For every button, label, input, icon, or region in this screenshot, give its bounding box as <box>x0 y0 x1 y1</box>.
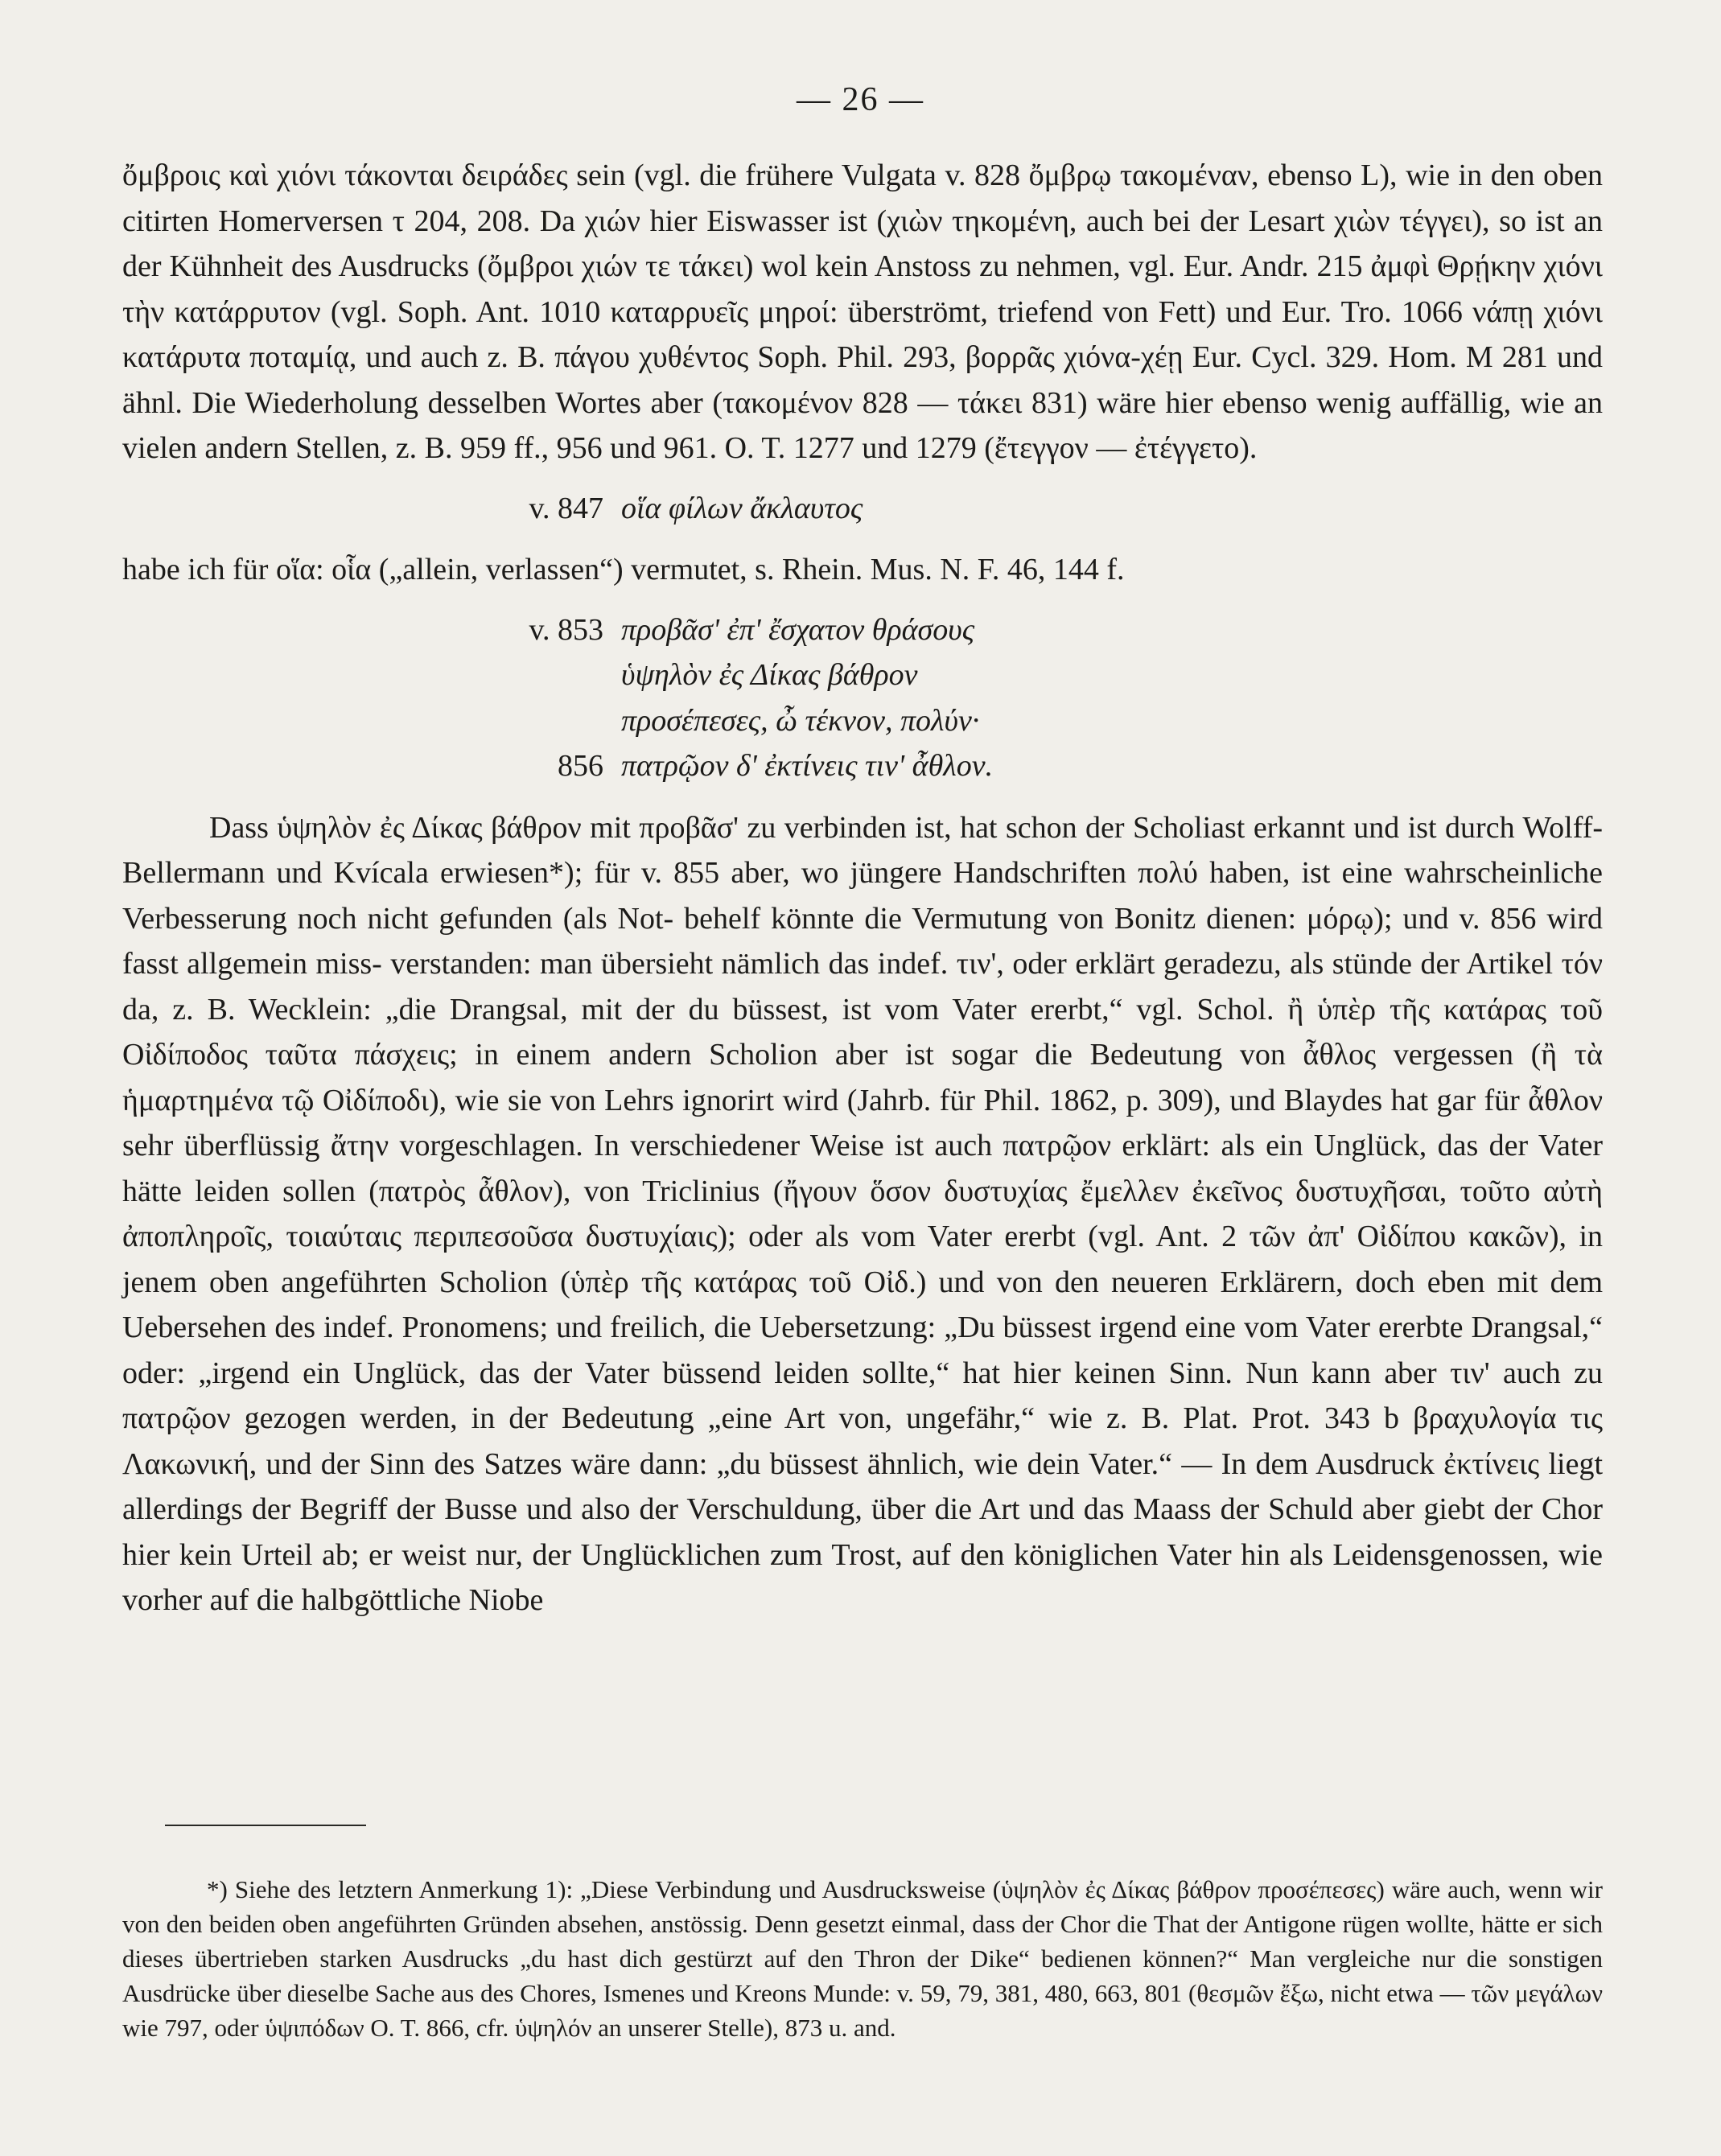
text-line: doch eben mit dem Uebersehen des indef. Pronomens; und freilich, die Uebersetzung: „Du büssest <box>122 1265 1604 1344</box>
verse-line <box>122 652 1603 698</box>
text-line: (vgl. Soph. Ant. 1010 καταρρυεῖς μηροί: überströmt, triefend von Fett) und Eur. Tro. 1066 <box>330 294 1463 329</box>
text-line: ἐκτίνεις liegt allerdings der Begriff der Busse und also der Verschuldung, über die Art und das <box>122 1446 1603 1526</box>
text-line: Maass der Schuld aber giebt der Chor hier kein Urteil ab; er weist nur, der Unglücklichen zum <box>122 1492 1603 1572</box>
verse-text: πατρῷον δ' ἐκτίνεις τιν' ἆθλον. <box>621 749 994 783</box>
text-line: irgend eine vom Vater ererbte Drangsal,“ oder: „irgend ein Unglück, das der Vater büssend <box>122 1310 1604 1390</box>
footnote-line: προσέπεσες) wäre auch, wenn wir von den beiden oben angeführten Gründen absehen, anstössig. Denn gesetzt <box>122 1875 1603 1938</box>
text-line: der Bedeutung „eine Art von, ungefähr,“ wie z. B. Plat. Prot. 343 b βραχυλογία τις Λακωνική, <box>122 1401 1603 1481</box>
paragraph-commentary <box>122 805 1603 1623</box>
verse-number: v. 853 <box>529 612 603 647</box>
text-line: ὄμβροις καὶ χιόνι τάκονται δειράδες sein (vgl. die frühere Vulgata v. 828 ὄμβρῳ τακομέναν, <box>122 158 1259 192</box>
text-line: 828 — τάκει 831) wäre hier ebenso wenig auffällig, wie an vielen andern Stellen, z. B. 959 ff., <box>122 385 1604 465</box>
text-line: behelf könnte die Vermutung von Bonitz dienen: μόρῳ); und v. 856 wird fasst allgemein miss- <box>122 901 1603 981</box>
footnote-divider <box>165 1825 366 1826</box>
verse-line <box>122 607 1603 653</box>
text-line: (πατρὸς ἆθλον), von Triclinius (ἤγουν ὅσον δυστυχίας ἔμελλεν ἐκεῖνος δυστυχῆσαι, τοῦτο αὐτὴ ἀποπληροῖς, <box>122 1174 1604 1253</box>
text-line: Trost, auf den königlichen Vater hin als Leidensgenossen, wie vorher auf die halbgöttliche Niobe <box>122 1537 1603 1617</box>
text-line: erkannt und ist durch Wolff-Bellermann und Kvícala erwiesen*); für v. 855 aber, wo jüngere <box>122 810 1604 890</box>
verse-line <box>122 743 1603 789</box>
verse-text: οἵα φίλων ἄκλαυτος <box>621 491 863 525</box>
text-line: Bedeutung von ἆθλος vergessen (ἢ τὰ ἡμαρτημένα τῷ Οἰδίποδι), wie sie von Lehrs ignorirt wird <box>122 1038 1603 1117</box>
text-line: in jenem oben angeführten Scholion (ὑπὲρ τῆς κατάρας τοῦ Οἰδ.) und von den neueren Erklärern, <box>122 1220 1603 1299</box>
text-line: ἢ ὑπὲρ τῆς κατάρας τοῦ Οἰδίποδος ταῦτα πάσχεις; in einem andern Scholion aber ist sogar die <box>122 992 1604 1072</box>
verse-line <box>122 486 1603 532</box>
text-line: (χιὼν τηκομένη, auch bei der Lesart χιὼν τέγγει), so ist an der Kühnheit des Ausdrucks (ὄμβροι <box>122 204 1604 283</box>
footnote-line: über dieselbe Sache aus des Chores, Ismenes und Kreons Munde: v. 59, 79, 381, 480, 663, 801 (θεσμῶν ἔξω, <box>237 1979 1324 2007</box>
text-line: ebenso L), wie in den oben citirten Homerversen τ 204, 208. Da χιών hier Eiswasser ist <box>122 158 1603 238</box>
text-line: 956 und 961. O. T. 1277 und 1279 (ἔτεγγον — ἐτέγγετο). <box>556 431 1258 465</box>
text-line: habe ich für οἵα: οἷα („allein, verlassen“) vermutet, s. Rhein. Mus. N. F. 46, 144 f. <box>122 553 1125 586</box>
text-line: νάπῃ χιόνι κατάρυτα ποταμίᾳ, und auch z. B. πάγου χυθέντος Soph. Phil. 293, βορρᾶς χιόνα-χέῃ <box>122 294 1603 374</box>
paragraph-continuation <box>122 153 1603 471</box>
text-line: leiden sollte,“ hat hier keinen Sinn. Nun kann aber τιν' auch zu πατρῷον gezogen werden, in <box>122 1356 1603 1435</box>
footnote-line: „du hast dich gestürzt auf den Thron der Dike“ bedienen können?“ Man vergleiche nur die sonstigen Ausdrücke <box>122 1944 1603 2007</box>
text-line: Dass ὑψηλὸν ἐς Δίκας βάθρον mit προβᾶσ' zu verbinden ist, hat schon der Scholiast <box>209 810 1245 845</box>
footnote-line: einmal, dass der Chor die That der Antigone rügen wollte, hätte er sich dieses übertrieben starken Ausdrucks <box>122 1910 1604 1973</box>
text-line: In verschiedener Weise ist auch πατρῷον erklärt: als ein Unglück, das der Vater hätte leiden sollen <box>122 1129 1604 1208</box>
verse-text: προβᾶσ' ἐπ' ἔσχατον θράσους <box>621 612 975 647</box>
paragraph-conjecture <box>122 547 1603 593</box>
text-line: und der Sinn des Satzes wäre dann: „du büssest ähnlich, wie dein Vater.“ — In dem Ausdruck <box>266 1446 1435 1481</box>
verse-quote-853 <box>122 607 1603 789</box>
text-line: (Jahrb. für Phil. 1862, p. 309), und Blaydes hat gar für ἆθλον sehr überflüssig ἄτην vorgeschlagen. <box>122 1083 1604 1162</box>
main-text <box>122 153 1603 1623</box>
footnote <box>122 1872 1603 2045</box>
verse-text: ὑψηλὸν ἐς Δίκας βάθρον <box>621 658 918 692</box>
footnote-line: nicht etwa — τῶν μεγάλων wie 797, oder ὑψιπόδων O. T. 866, cfr. ὑψηλόν an unserer Stelle), 873 u. and. <box>122 1979 1604 2042</box>
verse-quote-847 <box>122 486 1603 532</box>
page-number: — 26 — <box>797 81 924 118</box>
text-line: Eur. Cycl. 329. Hom. M 281 und ähnl. Die Wiederholung desselben Wortes aber (τακομένον <box>122 340 1603 420</box>
text-line: χιών τε τάκει) wol kein Anstoss zu nehmen, vgl. Eur. Andr. 215 ἀμφὶ Θρῄκην χιόνι τὴν κατάρρυτον <box>122 249 1603 329</box>
text-line: τόν da, z. B. Wecklein: „die Drangsal, mit der du büssest, ist vom Vater ererbt,“ vgl. Schol. <box>122 947 1604 1027</box>
verse-number: 856 <box>558 749 603 783</box>
text-line: verstanden: man übersieht nämlich das indef. τιν', oder erklärt geradezu, als stünde der Artikel <box>390 947 1554 981</box>
verse-text: προσέπεσες, ὦ τέκνον, πολύν· <box>621 703 980 738</box>
verse-line <box>122 698 1603 744</box>
footnote-line: *) Siehe des letztern Anmerkung 1): „Diese Verbindung und Ausdrucksweise (ὑψηλὸν ἐς Δίκας βάθρον <box>207 1875 1251 1903</box>
verse-number: v. 847 <box>529 491 603 525</box>
text-line: Handschriften πολύ haben, ist eine wahrscheinliche Verbesserung noch nicht gefunden (als Not- <box>122 856 1604 936</box>
text-line: τοιαύταις περιπεσοῦσα δυστυχίαις); oder als vom Vater ererbt (vgl. Ant. 2 τῶν ἀπ' Οἰδίπου κακῶν), <box>286 1220 1567 1253</box>
